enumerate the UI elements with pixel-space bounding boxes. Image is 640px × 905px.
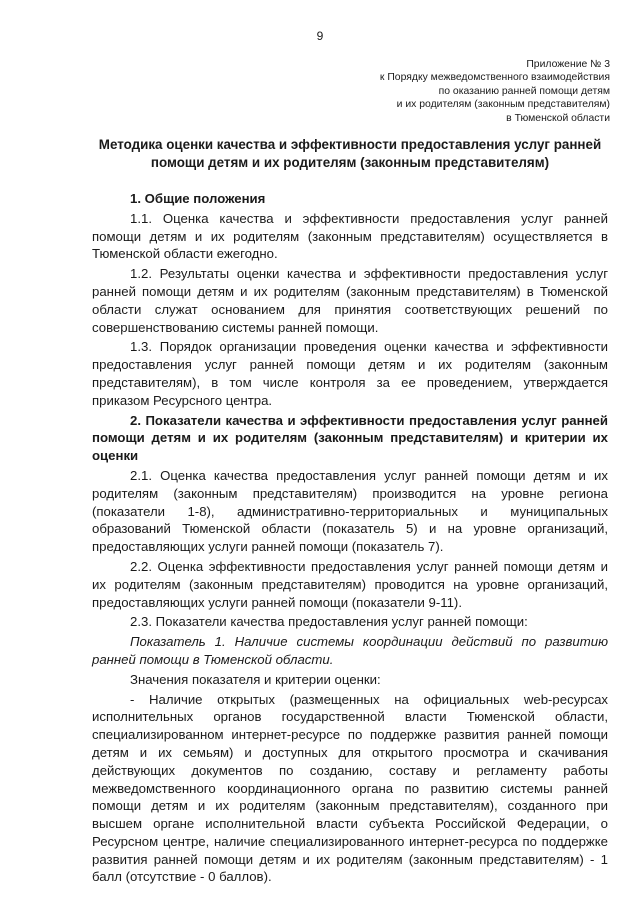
paragraph-2-1: 2.1. Оценка качества предоставления услуг ранней помощи детям и их родителям (законным представителям) производится на уровне региона (показатели 1-8), административно-территориальных и муниципальных образований Тюменской области (показатель 5) и на уровне организаций, предоставляющих услуги ранней помощи (показатель 7). — [92, 467, 608, 555]
appendix-line: к Порядку межведомственного взаимодействия — [379, 72, 610, 84]
paragraph-2-3: 2.3. Показатели качества предоставления услуг ранней помощи: — [130, 614, 528, 630]
appendix-header — [380, 58, 610, 125]
section-heading-2: 2. Показатели качества и эффективности предоставления услуг ранней помощи детям и их родителям (законным представителям) и критерии их оценки — [92, 412, 608, 464]
page-number: 9 — [316, 29, 324, 43]
appendix-line: и их родителям (законным представителям) — [396, 99, 610, 111]
section-heading-1: 1. Общие положения — [130, 191, 266, 206]
paragraph-1-1: 1.1. Оценка качества и эффективности предоставления услуг ранней помощи детям и их родителям (законным представителям) осуществляется в Тюменской области ежегодно. — [92, 210, 608, 262]
paragraph-1-3: 1.3. Порядок организации проведения оценки качества и эффективности предоставления услуг ранней помощи детям и их родителям (законным представителям), в том числе контроля за ее проведением, утверждается приказом Ресурсного центра. — [92, 339, 608, 408]
criteria-label: Значения показателя и критерии оценки: — [130, 671, 381, 687]
criteria-item-1: - Наличие открытых (размещенных на официальных web-ресурсах исполнительных органов государственной власти Тюменской области, специализированном интернет-ресурсе по поддержке развития ранней помощи детям и их семьям) и доступных для открытого просмотра и скачивания действующих документов по созданию, составу и регламенту работы межведомственного координационного органа по развитию системы ранней помощи детям и их родителям (законным представителям), созданного при высшем органе исполнительной власти субъекта Российской Федерации, о Ресурсном центре, наличие специализированного интернет-ресурса по поддержке развития ранней помощи детям и их родителям (законным представителям) - 1 балл (отсутствие - 0 баллов). — [92, 691, 608, 885]
paragraph-2-2: 2.2. Оценка эффективности предоставления услуг ранней помощи детям и их родителям (законным представителям) проводится на уровне организаций, предоставляющих услуги ранней помощи (показатели 9-11). — [92, 558, 608, 610]
appendix-line: Приложение № 3 — [526, 59, 610, 70]
document-title: Методика оценки качества и эффективности предоставления услуг ранней помощи детям и их родителям (законным представителям) — [98, 137, 602, 170]
document-body — [92, 190, 608, 888]
appendix-line: в Тюменской области — [506, 112, 610, 124]
indicator-1: Показатель 1. Наличие системы координации действий по развитию ранней помощи в Тюменской области. — [92, 634, 608, 667]
paragraph-1-2: 1.2. Результаты оценки качества и эффективности предоставления услуг ранней помощи детям и их родителям (законным представителям) в Тюменской области служат основанием для принятия соответствующих решений по совершенствованию системы ранней помощи. — [92, 266, 608, 335]
appendix-line: по оказанию ранней помощи детям — [438, 85, 610, 97]
